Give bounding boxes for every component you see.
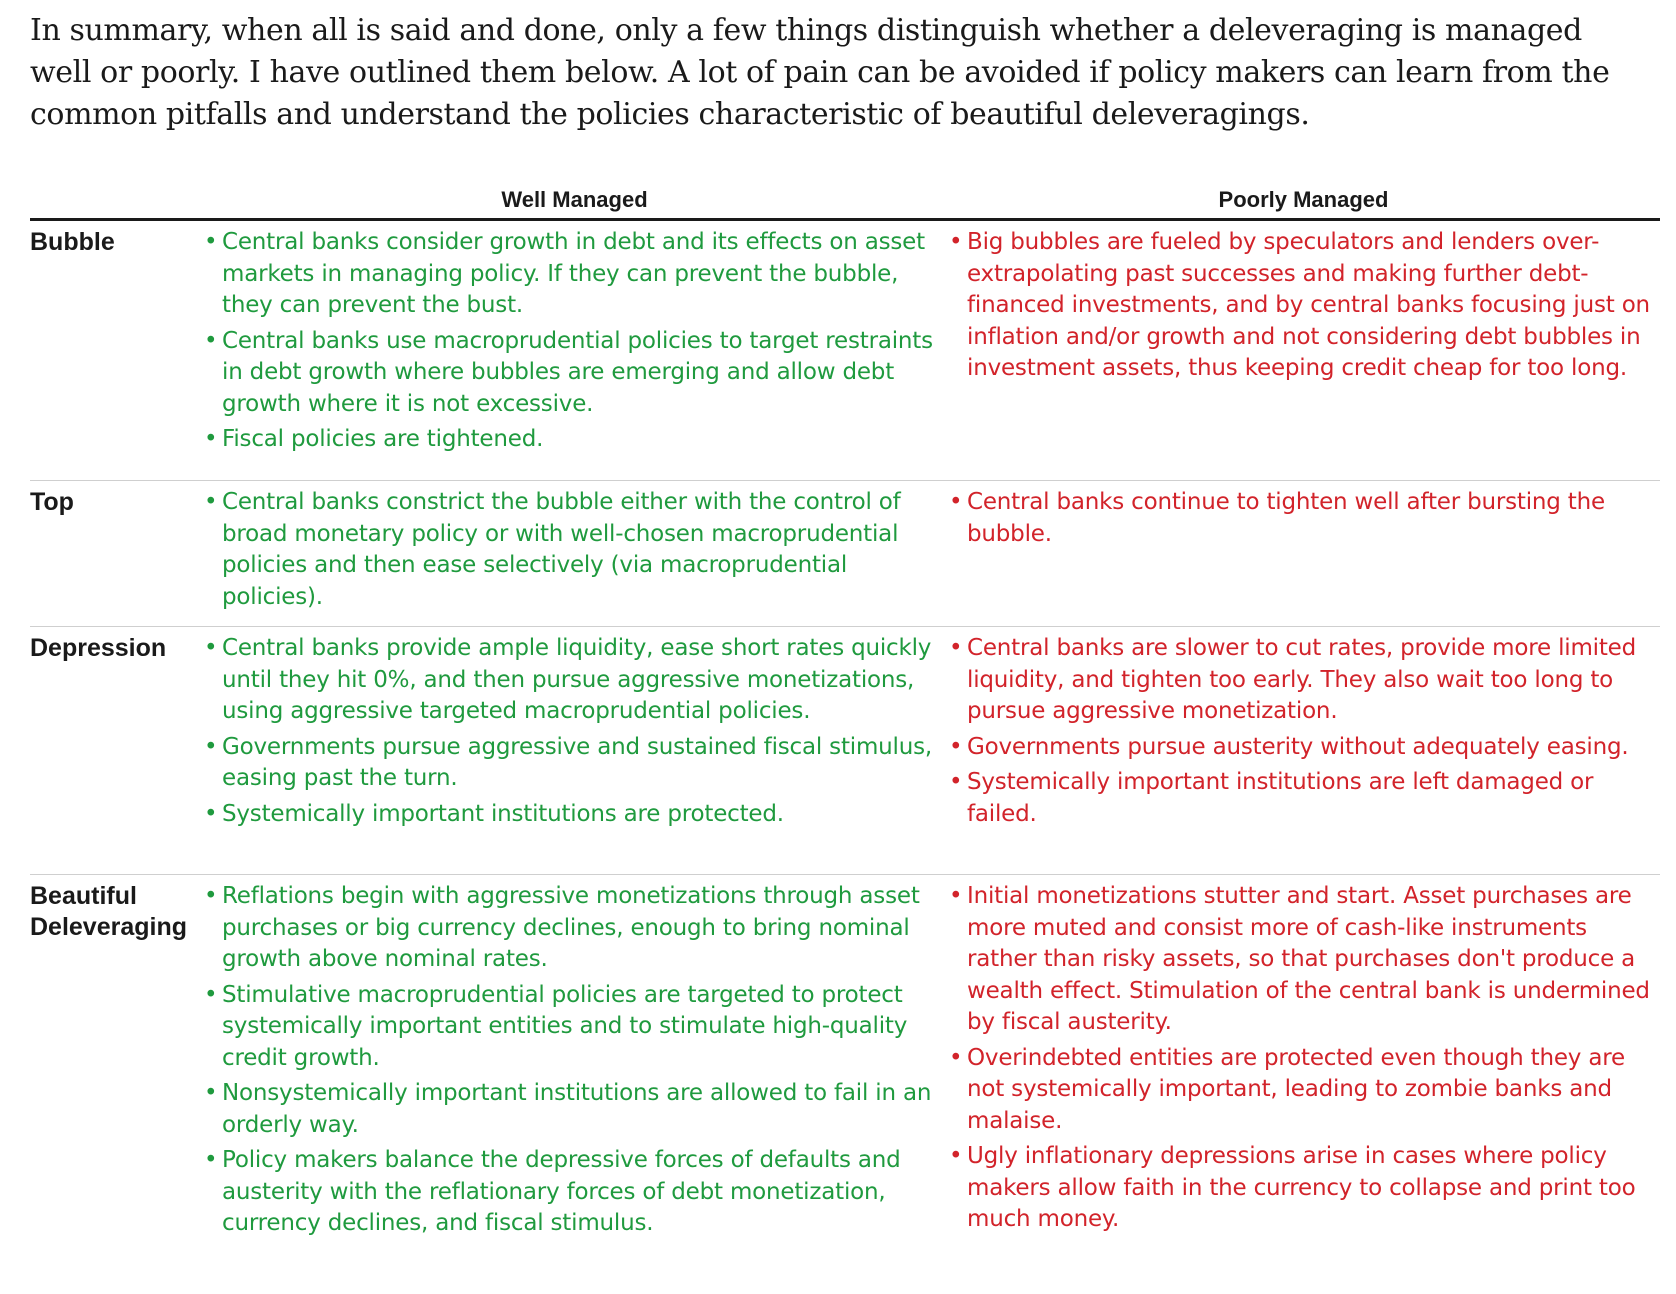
poorly-managed-point: Governments pursue austerity without adequately easing. <box>967 733 1629 760</box>
bullet-icon: • <box>204 1080 218 1106</box>
table-row-top <box>30 481 1660 627</box>
poorly-managed-cell <box>947 481 1660 626</box>
bullet-icon: • <box>949 769 963 795</box>
bullet-icon: • <box>949 489 963 515</box>
table-row-beautiful-deleveraging <box>30 875 1660 1235</box>
bullet-icon: • <box>204 635 218 661</box>
poorly-managed-point: Initial monetizations stutter and start. Asset purchases are more muted and consist more of cash-like instruments rather than risky assets, so that purchases don't produce a wealth effect. Stimulation of the central bank is undermined by fiscal austerity. <box>967 883 1650 1035</box>
poorly-managed-cell <box>947 221 1660 480</box>
well-managed-point: Central banks provide ample liquidity, ease short rates quickly until they hit 0%, and then pursue aggressive monetizations, using aggressive targeted macroprudential policies. <box>222 635 932 724</box>
list-item <box>202 980 947 1075</box>
bullet-icon: • <box>949 635 963 661</box>
stage-label: Depression <box>30 634 167 662</box>
well-managed-point: Reflations begin with aggressive monetizations through asset purchases or big currency declines, enough to bring nominal growth above nominal rates. <box>222 883 920 972</box>
list-item <box>202 633 947 728</box>
comparison-table <box>30 183 1660 1235</box>
bullet-icon: • <box>204 229 218 255</box>
bullet-icon: • <box>204 1147 218 1173</box>
bullet-icon: • <box>204 733 218 760</box>
poorly-managed-point: Central banks are slower to cut rates, provide more limited liquidity, and tighten too early. They also wait too long to pursue aggressive monetization. <box>967 635 1637 724</box>
bullet-icon: • <box>949 1044 963 1071</box>
list-item <box>202 732 947 795</box>
stage-label: Top <box>30 488 74 516</box>
bullet-icon: • <box>949 1143 963 1169</box>
list-item <box>947 227 1660 385</box>
bullet-icon: • <box>204 327 218 354</box>
well-managed-cell <box>202 481 947 626</box>
list-item <box>202 487 947 613</box>
bullet-icon: • <box>204 489 218 515</box>
well-managed-point: Central banks constrict the bubble either with the control of broad monetary policy or with well-chosen macroprudential policies and then ease selectively (via macroprudential policies). <box>222 489 901 610</box>
poorly-managed-point: Central banks continue to tighten well after bursting the bubble. <box>967 489 1605 547</box>
list-item <box>947 487 1660 550</box>
well-managed-point: Systemically important institutions are protected. <box>222 800 784 827</box>
bullet-icon: • <box>204 800 218 827</box>
list-item <box>202 424 947 456</box>
well-managed-point: Stimulative macroprudential policies are targeted to protect systemically important entities and to stimulate high-quality credit growth. <box>222 981 908 1071</box>
table-row-bubble <box>30 221 1660 481</box>
table-header-row <box>30 183 1660 221</box>
list-item <box>947 1141 1660 1236</box>
well-managed-point: Central banks use macroprudential policies to target restraints in debt growth where bubbles are emerging and allow debt growth where it is not excessive. <box>222 327 933 417</box>
bullet-icon: • <box>204 426 218 452</box>
list-item <box>202 1078 947 1141</box>
well-managed-header: Well Managed <box>501 187 648 212</box>
well-managed-point: Fiscal policies are tightened. <box>222 426 544 452</box>
list-item <box>202 227 947 322</box>
bullet-icon: • <box>949 733 963 760</box>
list-item <box>202 326 947 421</box>
well-managed-cell <box>202 627 947 874</box>
intro-paragraph: In summary, when all is said and done, only a few things distinguish whether a deleveraging is managed well or poorly. I have outlined them below. A lot of pain can be avoided if policy makers can learn from the common pitfalls and understand the policies characteristic of beautiful deleveragings. <box>30 13 1610 132</box>
list-item <box>947 881 1660 1039</box>
poorly-managed-header: Poorly Managed <box>1218 187 1389 212</box>
stage-column-header <box>30 183 202 218</box>
list-item <box>202 799 947 831</box>
poorly-managed-point: Systemically important institutions are left damaged or failed. <box>967 769 1594 827</box>
poorly-managed-point: Overindebted entities are protected even though they are not systemically important, leading to zombie banks and malaise. <box>967 1044 1625 1134</box>
well-managed-cell <box>202 221 947 480</box>
poorly-managed-cell <box>947 627 1660 874</box>
poorly-managed-point: Ugly inflationary depressions arise in cases where policy makers allow faith in the currency to collapse and print too much money. <box>967 1143 1636 1232</box>
table-row-depression <box>30 627 1660 875</box>
stage-label: Bubble <box>30 228 115 256</box>
poorly-managed-point: Big bubbles are fueled by speculators and lenders over-extrapolating past successes and making further debt-financed investments, and by central banks focusing just on inflation and/or growth and not considering debt bubbles in investment assets, thus keeping credit cheap for too long. <box>967 229 1650 381</box>
list-item <box>947 1043 1660 1138</box>
list-item <box>202 881 947 976</box>
bullet-icon: • <box>949 883 963 909</box>
well-managed-point: Central banks consider growth in debt and its effects on asset markets in managing policy. If they can prevent the bubble, they can prevent the bust. <box>222 229 925 318</box>
well-managed-cell <box>202 875 947 1240</box>
list-item <box>947 767 1660 830</box>
poorly-managed-cell <box>947 875 1660 1240</box>
bullet-icon: • <box>949 229 963 255</box>
list-item <box>947 732 1660 764</box>
well-managed-point: Nonsystemically important institutions are allowed to fail in an orderly way. <box>222 1080 932 1138</box>
bullet-icon: • <box>204 981 218 1008</box>
bullet-icon: • <box>204 883 218 909</box>
list-item <box>947 633 1660 728</box>
well-managed-point: Policy makers balance the depressive forces of defaults and austerity with the reflationary forces of debt monetization, currency declines, and fiscal stimulus. <box>222 1147 901 1236</box>
stage-label: Beautiful Deleveraging <box>30 882 188 941</box>
list-item <box>202 1145 947 1240</box>
well-managed-point: Governments pursue aggressive and sustained fiscal stimulus, easing past the turn. <box>222 733 933 791</box>
